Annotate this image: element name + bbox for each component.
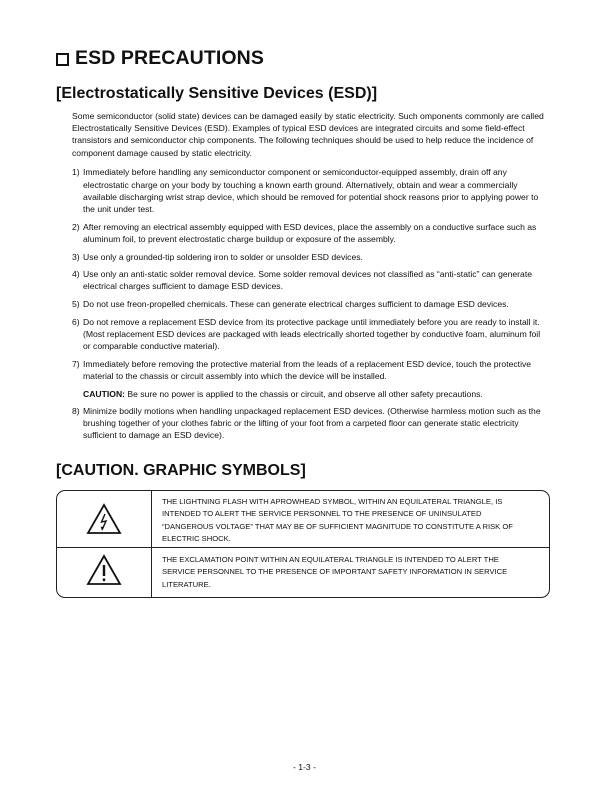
list-item-text: Immediately before handling any semiconductor component or semiconductor-equipped assembly, drain off any electrostatic charge on your body by touching a known earth ground. Alternatively, obtain and wear a commercially available discharging wrist strap device, which should be removed for potential shock reasons prior to applying power to the unit under test. xyxy=(83,167,539,214)
page-title xyxy=(56,47,264,70)
list-item-text: Immediately before removing the protective material from the leads of a replacement ESD device, touch the protective material to the chassis or circuit assembly into which the device will be installed. xyxy=(83,358,532,382)
list-item-text: After removing an electrical assembly equipped with ESD devices, place the assembly on a conductive surface such as aluminum foil, to prevent electrostatic charge buildup or exposure of the assembly. xyxy=(83,221,537,244)
caution-text: Be sure no power is applied to the chassis or circuit, and observe all other safety precautions. xyxy=(125,388,483,399)
list-item-text: Minimize bodily motions when handling unpackaged replacement ESD devices. (Otherwise harmless motion such as the brushing together of your clothes fabric or the lifting of your foot from a carpeted floor can generate static electricity sufficient to damage an ESD device). xyxy=(83,406,541,441)
page-number: - 1-3 - xyxy=(293,762,316,772)
exclamation-triangle-icon xyxy=(86,554,122,586)
list-item-number: 8) xyxy=(72,406,80,417)
list-item-number: 1) xyxy=(72,167,80,178)
list-item xyxy=(72,251,550,263)
list-item-text: Use only an anti-static solder removal device. Some solder removal devices not classified as “anti-static” can generate electrical charges sufficient to damage ESD devices. xyxy=(83,269,532,292)
esd-body xyxy=(72,110,550,447)
table-divider xyxy=(151,491,152,597)
list-item xyxy=(72,358,550,382)
caution-note xyxy=(72,388,550,400)
page-title-text: ESD PRECAUTIONS xyxy=(75,47,264,69)
list-item xyxy=(72,316,550,353)
checkbox-icon xyxy=(56,53,69,66)
list-item-number: 4) xyxy=(72,269,80,280)
table-divider xyxy=(57,547,549,548)
esd-heading: [Electrostatically Sensitive Devices (ESD)] xyxy=(56,85,378,102)
list-item xyxy=(72,268,550,292)
caution-symbols-heading: [CAUTION. GRAPHIC SYMBOLS] xyxy=(56,462,306,479)
symbol-description: THE EXCLAMATION POINT WITHIN AN EQUILATERAL TRIANGLE IS INTENDED TO ALERT THE SERVICE PERSONNEL TO THE PRESENCE OF IMPORTANT SAFETY INFORMATION IN SERVICE LITERATURE. xyxy=(162,555,508,589)
intro-paragraph: Some semiconductor (solid state) devices can be damaged easily by static electricity. Such omponents commonly are called Electrostatically Sensitive Devices (ESD). Examples of typical ESD devices are integrated circuits and some field-effect transistors and semiconductor chip components. The following techniques should be used to help reduce the incidence of component damage caused by static electricity. xyxy=(72,111,544,158)
lightning-flash-triangle-icon xyxy=(86,503,122,535)
list-item xyxy=(72,405,550,442)
symbol-description: THE LIGHTNING FLASH WITH APROWHEAD SYMBOL, WITHIN AN EQUILATERAL TRIANGLE, IS INTENDED TO ALERT THE SERVICE PERSONNEL TO THE PRESENCE OF UNINSULATED “DANGEROUS VOLTAGE” THAT MAY BE OF SUFFICIENT MAGNITUDE TO CONSTITUTE A RISK OF ELECTRIC SHOCK. xyxy=(162,497,513,543)
list-item-number: 3) xyxy=(72,251,80,262)
symbols-table xyxy=(56,490,550,598)
list-item xyxy=(72,298,550,310)
list-item-number: 6) xyxy=(72,316,80,327)
list-item xyxy=(72,221,550,245)
list-item-number: 2) xyxy=(72,221,80,232)
list-item-text: Do not use freon-propelled chemicals. These can generate electrical charges sufficient to damage ESD devices. xyxy=(83,299,509,310)
list-item-number: 5) xyxy=(72,299,80,310)
caution-label: CAUTION: xyxy=(83,388,126,399)
list-item-number: 7) xyxy=(72,358,80,369)
list-item-text: Do not remove a replacement ESD device from its protective package until immediately before you are ready to install it. (Most replacement ESD devices are packaged with leads electrically shorted together by conductive foam, aluminum foil or comparable conductive material). xyxy=(83,316,541,352)
list-item xyxy=(72,166,550,215)
list-item-text: Use only a grounded-tip soldering iron to solder or unsolder ESD devices. xyxy=(83,251,363,262)
